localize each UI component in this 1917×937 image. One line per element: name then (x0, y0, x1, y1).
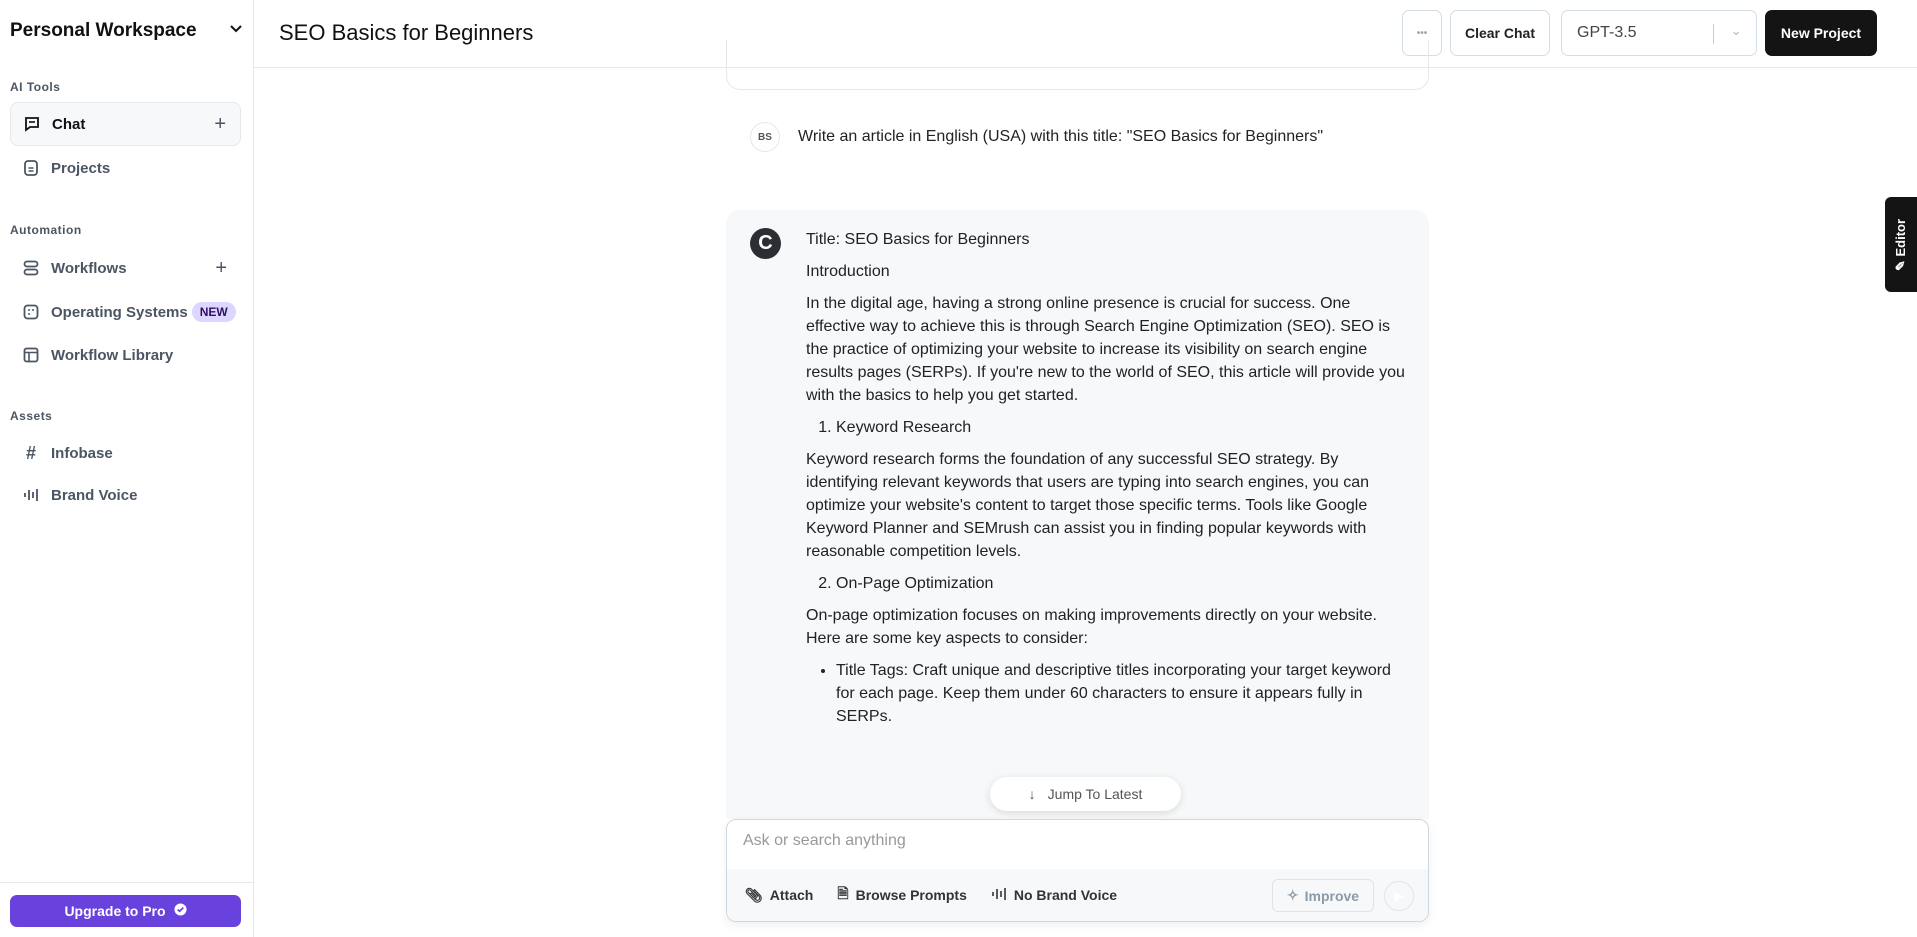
sidebar-item-label: Operating Systems (51, 303, 188, 321)
paragraph: Keyword research forms the foundation of any successful SEO strategy. By identifying relevant keywords that users are typing into search engines, you can optimize your website's content to target those specific terms. Tools like Google Keyword Planner and SEMrush can assist you in finding popular keywords with reasonable competition levels. (806, 451, 1369, 560)
sidebar-item-label: Brand Voice (51, 486, 138, 504)
user-message-text: Write an article in English (USA) with this title: "SEO Basics for Beginners" (798, 128, 1324, 145)
paperclip-icon: 📎︎ (745, 886, 763, 903)
section-automation: Automation (10, 223, 82, 237)
attach-button[interactable] (745, 887, 813, 904)
more-options-button[interactable]: ••• (1402, 10, 1442, 56)
ai-message (726, 210, 1429, 819)
upgrade-button[interactable] (10, 895, 241, 927)
composer-toolbar (727, 869, 1428, 921)
clear-chat-button[interactable]: Clear Chat (1450, 10, 1550, 56)
sparkle-icon: ✧ (1286, 887, 1299, 903)
editor-tab[interactable] (1885, 197, 1917, 292)
select-separator (1713, 24, 1714, 44)
chevron-down-icon (228, 20, 244, 42)
sidebar-item-infobase[interactable] (10, 431, 241, 475)
jump-label: Jump To Latest (1047, 786, 1143, 802)
chat-input[interactable]: Ask or search anything (743, 832, 906, 849)
list-heading: 1. Keyword Research (836, 416, 1406, 439)
attach-label: Attach (769, 887, 814, 903)
document-icon (22, 159, 40, 177)
chevron-down-icon: ⌄ (1730, 22, 1742, 38)
sidebar (0, 0, 254, 937)
verified-badge-icon (174, 903, 187, 919)
sidebar-item-workflow-library[interactable] (10, 333, 241, 377)
chat-icon (23, 115, 41, 133)
send-icon: ▶ (1394, 889, 1404, 903)
user-message (750, 122, 1323, 152)
soundwave-icon (991, 887, 1007, 904)
intro-heading: Introduction (806, 263, 890, 280)
sidebar-item-label: Chat (52, 115, 86, 133)
arrow-down-icon: ↓ (1028, 786, 1036, 802)
workflow-icon (22, 259, 40, 277)
page-title: SEO Basics for Beginners (279, 20, 534, 45)
bullet-item: • Title Tags: Craft unique and descriptive titles incorporating your target keyword for each page. Keep them under 60 characters to ensure it appears fully in SERPs. (836, 659, 1406, 728)
sidebar-item-label: Workflow Library (51, 346, 174, 364)
sidebar-item-label: Infobase (51, 444, 113, 462)
editor-label: Editor (1893, 218, 1908, 257)
improve-button[interactable] (1272, 879, 1374, 912)
workspace-switcher[interactable] (10, 20, 244, 42)
sidebar-divider (0, 882, 253, 883)
sidebar-item-label: Projects (51, 159, 111, 177)
composer (726, 819, 1429, 922)
sidebar-item-projects[interactable] (10, 146, 241, 190)
brand-voice-button[interactable] (991, 887, 1117, 904)
section-ai-tools: AI Tools (10, 80, 61, 94)
layout-icon (22, 346, 40, 364)
sidebar-item-operating-systems[interactable] (10, 290, 241, 334)
new-project-button[interactable]: New Project (1765, 10, 1877, 56)
send-button[interactable] (1384, 881, 1414, 911)
ai-message-content (806, 228, 1406, 737)
hash-icon: # (25, 442, 36, 463)
improve-label: Improve (1304, 887, 1360, 904)
previous-message-card (726, 40, 1429, 90)
os-icon (22, 303, 40, 321)
workspace-name: Personal Workspace (10, 20, 197, 41)
jump-to-latest-button[interactable] (990, 777, 1181, 811)
model-select[interactable] (1561, 10, 1757, 56)
brand-voice-label: No Brand Voice (1013, 887, 1118, 903)
new-badge: NEW (192, 302, 236, 322)
document-icon: 🗎︎ (837, 885, 849, 901)
user-avatar: BS (750, 122, 780, 152)
new-chat-plus-icon[interactable]: + (214, 112, 226, 135)
soundwave-icon (22, 486, 40, 504)
section-assets: Assets (10, 409, 53, 423)
sidebar-item-label: Workflows (51, 259, 127, 277)
list-heading: 2. On-Page Optimization (836, 572, 1406, 595)
sidebar-item-workflows[interactable] (10, 246, 241, 290)
model-value: GPT-3.5 (1577, 24, 1637, 41)
upgrade-label: Upgrade to Pro (64, 903, 166, 919)
new-workflow-plus-icon[interactable]: + (215, 256, 227, 279)
ai-avatar: C (750, 228, 781, 259)
browse-label: Browse Prompts (855, 887, 967, 903)
browse-prompts-button[interactable] (837, 883, 967, 907)
paragraph: In the digital age, having a strong online presence is crucial for success. One effective way to achieve this is through Search Engine Optimization (SEO). SEO is the practice of optimizing your website to increase its visibility on search engine results pages (SERPs). If you're new to the world of SEO, this article will provide you with the basics to help you get started. (806, 295, 1405, 404)
pencil-icon: ✎ (1893, 259, 1908, 271)
article-title: Title: SEO Basics for Beginners (806, 231, 1030, 248)
sidebar-item-brand-voice[interactable] (10, 473, 241, 517)
paragraph: On-page optimization focuses on making improvements directly on your website. Here are some key aspects to consider: (806, 607, 1377, 647)
sidebar-item-chat[interactable] (10, 102, 241, 146)
